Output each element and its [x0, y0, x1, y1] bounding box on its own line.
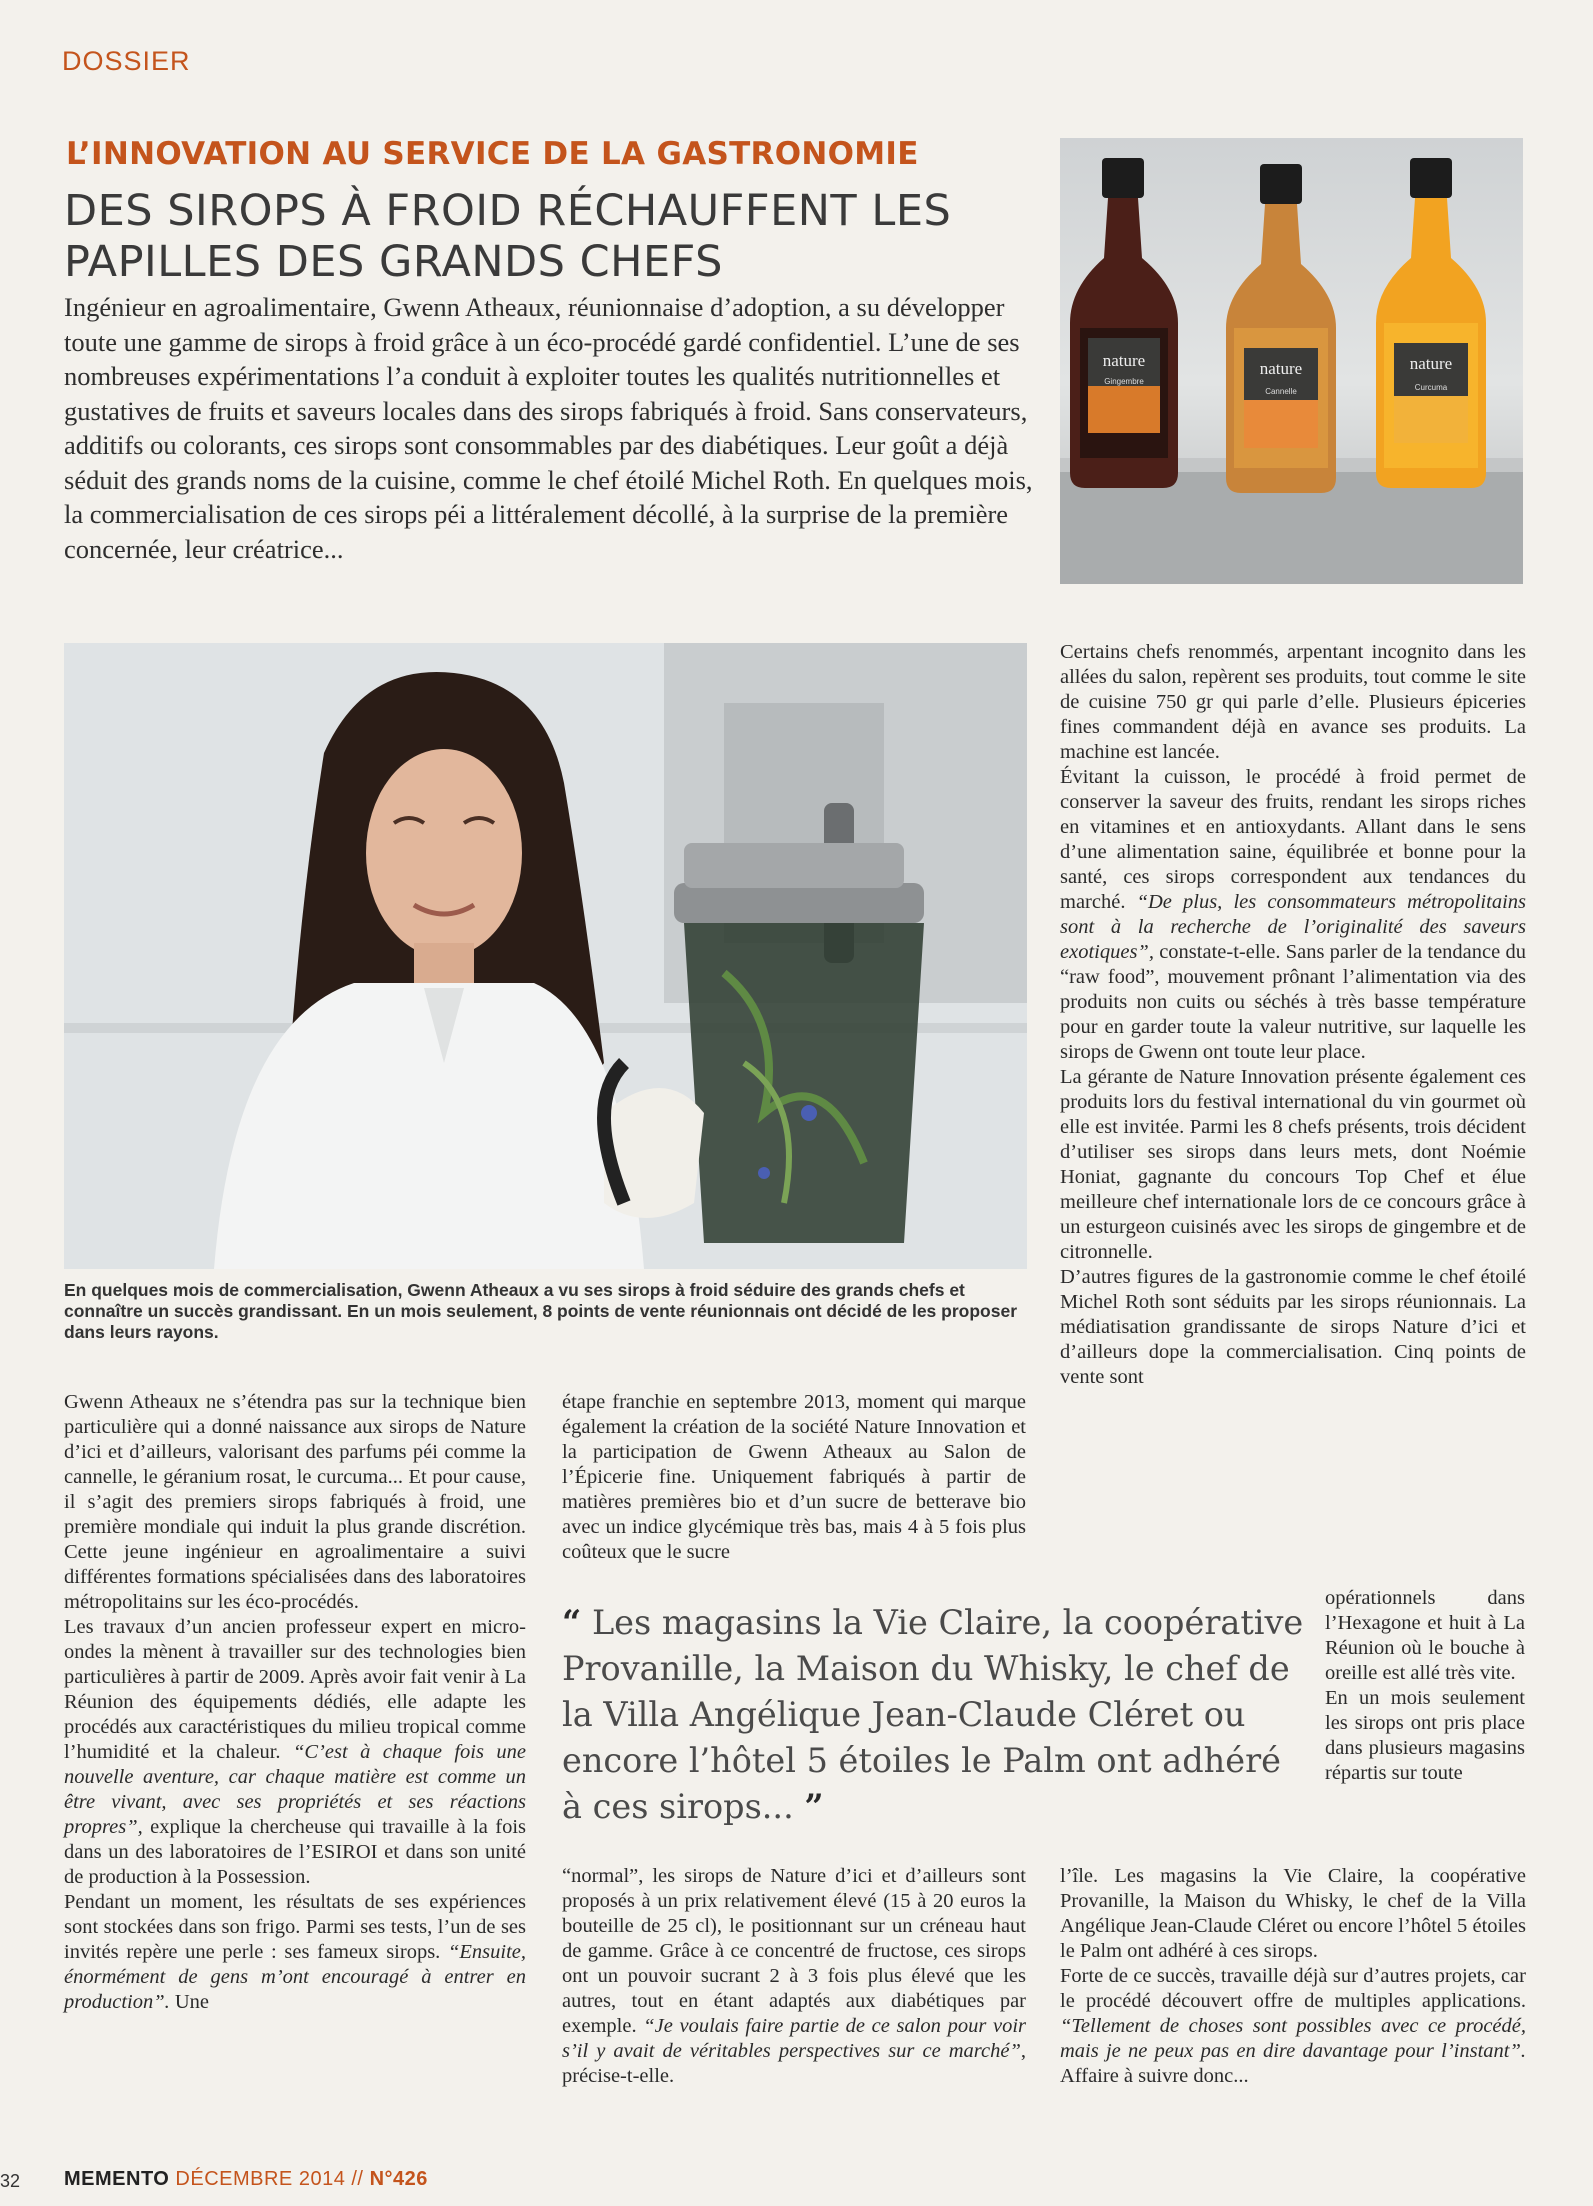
paragraph: Pendant un moment, les résultats de ses expériences sont stockées dans son frigo. Parmi ses tests, l’un de ses invités repère une perle : ses fameux sirops. “Ensuite, énormément de gens m’ont encouragé à entrer en production”. Une — [64, 1891, 526, 2013]
body-column-2-bottom — [562, 1864, 1026, 2089]
bottle-label-1: Gingembre — [1104, 377, 1144, 386]
issue-date: DÉCEMBRE 2014 // — [175, 2168, 364, 2190]
paragraph: En un mois seulement les sirops ont pris place dans plusieurs magasins répartis sur toute — [1325, 1687, 1525, 1784]
paragraph: opérationnels dans l’Hexagone et huit à La Réunion où le bouche à oreille est allé très vite. — [1325, 1587, 1525, 1684]
bottle-brand-3: nature — [1409, 354, 1453, 373]
bottle-label-2: Cannelle — [1265, 387, 1297, 396]
magazine-footer — [64, 2168, 428, 2191]
bottle-label-3: Curcuma — [1414, 383, 1448, 392]
paragraph: La gérante de Nature Innovation présente également ces produits lors du festival international du vin gourmet où elle est invitée. Parmi les 8 chefs présents, trois décident d’utiliser ses sirops dans leurs mets, dont Noémie Honiat, gagnante du concours Top Chef et élue meilleure chef internationale lors de ce concours grâce à un esturgeon cuisinés avec les sirops de gingembre et de citronnelle. — [1060, 1066, 1526, 1263]
paragraph: Forte de ce succès, travaille déjà sur d’autres projets, car le procédé découvert offre de multiples applications. “Tellement de choses sont possibles avec ce procédé, mais je ne peux pas en dire davantage pour l’instant”. Affaire à suivre donc... — [1060, 1965, 1526, 2087]
portrait-photo — [64, 643, 1027, 1269]
portrait-illustration — [64, 643, 1027, 1269]
pull-quote — [562, 1600, 1307, 1830]
body-column-3 — [1060, 640, 1526, 1390]
paragraph: Certains chefs renommés, arpentant incognito dans les allées du salon, repèrent ses produits, tout comme le site de cuisine 750 gr qui parle d’elle. Plusieurs épiceries fines commandent déjà en avance ses produits. La machine est lancée. — [1060, 641, 1526, 763]
body-column-2-top — [562, 1390, 1026, 1565]
pull-quote-text: Les magasins la Vie Claire, la coopérative Provanille, la Maison du Whisky, le chef de la Villa Angélique Jean-Claude Cléret ou encore l’hôtel 5 étoiles le Palm ont adhéré à ces sirops... — [562, 1603, 1304, 1826]
lead-paragraph: Ingénieur en agroalimentaire, Gwenn Atheaux, réunionnaise d’adoption, a su développer toute une gamme de sirops à froid grâce à un éco-procédé gardé confidentiel. L’une de ses nombreuses expérimentations l’a conduit à exploiter toutes les qualités nutritionnelles et gustatives de fruits et saveurs locales dans des sirops fabriqués à froid. Sans conservateurs, additifs ou colorants, ces sirops sont consommables par des diabétiques. Leur goût a déjà séduit des grands noms de la cuisine, comme le chef étoilé Michel Roth. En quelques mois, la commercialisation de ces sirops péi a littéralement décollé, à la surprise de la première concernée, leur créatrice... — [64, 292, 1033, 564]
paragraph: “normal”, les sirops de Nature d’ici et d’ailleurs sont proposés à un prix relativement élevé (15 à 20 euros la bouteille de 25 cl), le positionnant sur un créneau haut de gamme. Grâce à ce concentré de fructose, ces sirops ont un pouvoir sucrant 2 à 3 fois plus élevé que les autres, tout en étant adaptés aux diabétiques par exemple. “Je voulais faire partie de ce salon pour voir s’il y avait de véritables perspectives sur ce marché”, précise-t-elle. — [562, 1865, 1026, 2087]
photo-caption: En quelques mois de commercialisation, Gwenn Atheaux a vu ses sirops à froid séduire des grands chefs et connaître un succès grandissant. En un mois seulement, 8 points de vente réunionnais ont décidé de les proposer dans leurs rayons. — [64, 1280, 1017, 1342]
kicker: L’INNOVATION AU SERVICE DE LA GASTRONOMIE — [66, 136, 919, 172]
headline: DES SIROPS À FROID RÉCHAUFFENT LES PAPILLES DES GRANDS CHEFS — [64, 186, 952, 287]
bottle-brand-2: nature — [1259, 359, 1303, 378]
page-number: 32 — [0, 2171, 21, 2191]
body-column-1 — [64, 1390, 526, 2015]
paragraph: Gwenn Atheaux ne s’étendra pas sur la technique bien particulière qui a donné naissance aux sirops de Nature d’ici et d’ailleurs, valorisant des parfums péi comme la cannelle, le géranium rosat, le curcuma... Et pour cause, il s’agit des premiers sirops fabriqués à froid, une première mondiale qui induit la plus grande discrétion. Cette jeune ingénieur en agroalimentaire a suivi différentes formations spécialisées dans des laboratoires métropolitains sur les éco-procédés. — [64, 1391, 526, 1613]
bottle-gingembre — [1070, 158, 1178, 488]
bottles-illustration — [1060, 138, 1523, 584]
issue-number: N°426 — [369, 2168, 428, 2190]
paragraph: D’autres figures de la gastronomie comme le chef étoilé Michel Roth sont séduits par les sirops réunionnais. La médiatisation grandissante de sirops Nature d’ici et d’ailleurs dope la commercialisation. Cinq points de vente sont — [1060, 1266, 1526, 1388]
bottles-photo — [1060, 138, 1523, 584]
quote-open-mark: “ — [562, 1603, 582, 1642]
paragraph: étape franchie en septembre 2013, moment qui marque également la création de la société Nature Innovation et la participation de Gwenn Atheaux au Salon de l’Épicerie fine. Uniquement fabriqués à partir de matières premières bio et d’un sucre de betterave bio avec un indice glycémique très bas, mais 4 à 5 fois plus coûteux que le sucre — [562, 1391, 1026, 1563]
quote-close-mark: ” — [804, 1787, 824, 1826]
paragraph: Les travaux d’un ancien professeur expert en micro-ondes la mènent à travailler sur des technologies bien particulières à partir de 2009. Après avoir fait venir à La Réunion des équipements dédiés, elle adapte les procédés aux caractéristiques du milieu tropical comme l’humidité et la chaleur. “C’est à chaque fois une nouvelle aventure, car chaque matière est comme un être vivant, avec ses propriétés et ses réactions propres”, explique la chercheuse qui travaille à la fois dans un des laboratoires de l’ESIROI et dans son unité de production à la Possession. — [64, 1616, 526, 1888]
magazine-name: MEMENTO — [64, 2168, 170, 2190]
body-column-3-narrow — [1325, 1586, 1525, 1786]
paragraph: l’île. Les magasins la Vie Claire, la coopérative Provanille, la Maison du Whisky, le chef de la Villa Angélique Jean-Claude Cléret ou encore l’hôtel 5 étoiles le Palm ont adhéré à ces sirops. — [1060, 1865, 1526, 1962]
paragraph: Évitant la cuisson, le procédé à froid permet de conserver la saveur des fruits, rendant les sirops riches en vitamines et en antioxydants. Allant dans le sens d’une alimentation saine, équilibrée et bonne pour la santé, ces sirops correspondent aux tendances du marché. “De plus, les consommateurs métropolitains sont à la recherche de l’originalité des saveurs exotiques”, constate-t-elle. Sans parler de la tendance du “raw food”, mouvement prônant l’alimentation via des produits non cuits ou séchés à très basse température pour en garder toute la valeur nutritive, sur laquelle les sirops de Gwenn ont toute leur place. — [1060, 766, 1526, 1063]
bottle-brand-1: nature — [1102, 351, 1146, 370]
bottle-curcuma — [1376, 158, 1486, 488]
section-label: DOSSIER — [62, 46, 191, 76]
body-column-3-bottom — [1060, 1864, 1526, 2089]
bottle-cannelle — [1226, 164, 1336, 493]
